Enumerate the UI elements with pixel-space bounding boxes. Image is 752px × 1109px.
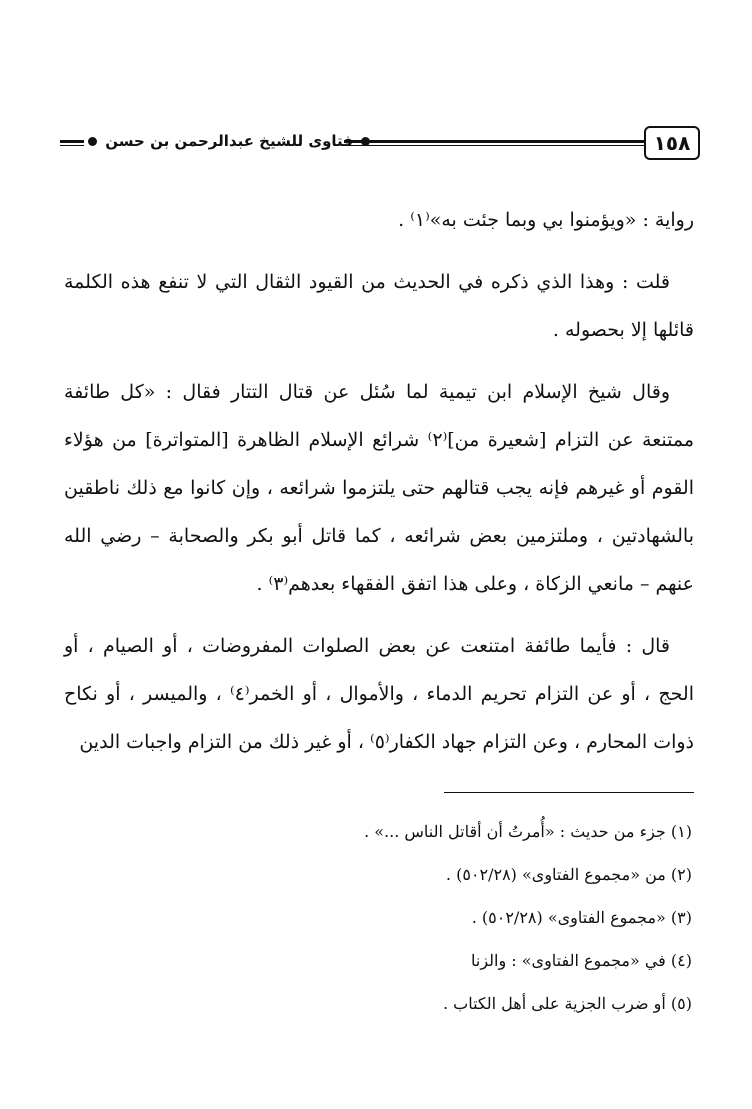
- main-text: [64, 196, 694, 780]
- page-number: ١٥٨: [653, 131, 691, 155]
- running-title: فتاوى للشيخ عبدالرحمن بن حسن: [105, 132, 353, 150]
- running-title-group: [88, 132, 370, 150]
- footnote-3: (٣) «مجموع الفتاوى» (٥٠٢/٢٨) .: [471, 908, 692, 927]
- paragraph-2: قلت : وهذا الذي ذكره في الحديث من القيود الثقال التي لا تنفع هذه الكلمة قائلها إلا بحصوله .: [64, 271, 694, 341]
- header-rule-right: [344, 140, 644, 146]
- paragraph-4: قال : فأيما طائفة امتنعت عن بعض الصلوات المفروضات ، أو الصيام ، أو الحج ، أو عن التزام تحريم الدماء ، والأموال ، أو الخمر⁽٤⁾ ، والميسر ، أو نكاح ذوات المحارم ، وعن التزام جهاد الكفار⁽٥⁾ ، أو غير ذلك من التزام واجبات الدين: [64, 635, 694, 753]
- bullet-dot-icon: [361, 137, 370, 146]
- bullet-dot-icon: [88, 137, 97, 146]
- footnote-separator: [444, 792, 694, 793]
- paragraph-1: رواية : «ويؤمنوا بي وبما جئت به»⁽١⁾ .: [398, 209, 694, 231]
- footnote-5: (٥) أو ضرب الجزية على أهل الكتاب .: [442, 994, 692, 1013]
- page-number-box: [644, 126, 700, 160]
- footnote-4: (٤) في «مجموع الفتاوى» : والزنا: [471, 951, 692, 970]
- footnotes: [64, 810, 692, 1025]
- footnote-2: (٢) من «مجموع الفتاوى» (٥٠٢/٢٨) .: [445, 865, 692, 884]
- running-header: [60, 122, 700, 166]
- header-rule-left: [60, 140, 84, 146]
- footnote-1: (١) جزء من حديث : «أُمرتُ أن أقاتل الناس ...» .: [364, 822, 692, 841]
- paragraph-3: وقال شيخ الإسلام ابن تيمية لما سُئل عن قتال التتار فقال : «كل طائفة ممتنعة عن التزام [شعيرة من]⁽٢⁾ شرائع الإسلام الظاهرة [المتواترة] من هؤلاء القوم أو غيرهم فإنه يجب قتالهم حتى يلتزموا شرائعه ، وإن كانوا مع ذلك ناطقين بالشهادتين ، وملتزمين بعض شرائعه ، كما قاتل أبو بكر والصحابة – رضي الله عنهم – مانعي الزكاة ، وعلى هذا اتفق الفقهاء بعدهم⁽٣⁾ .: [64, 381, 695, 595]
